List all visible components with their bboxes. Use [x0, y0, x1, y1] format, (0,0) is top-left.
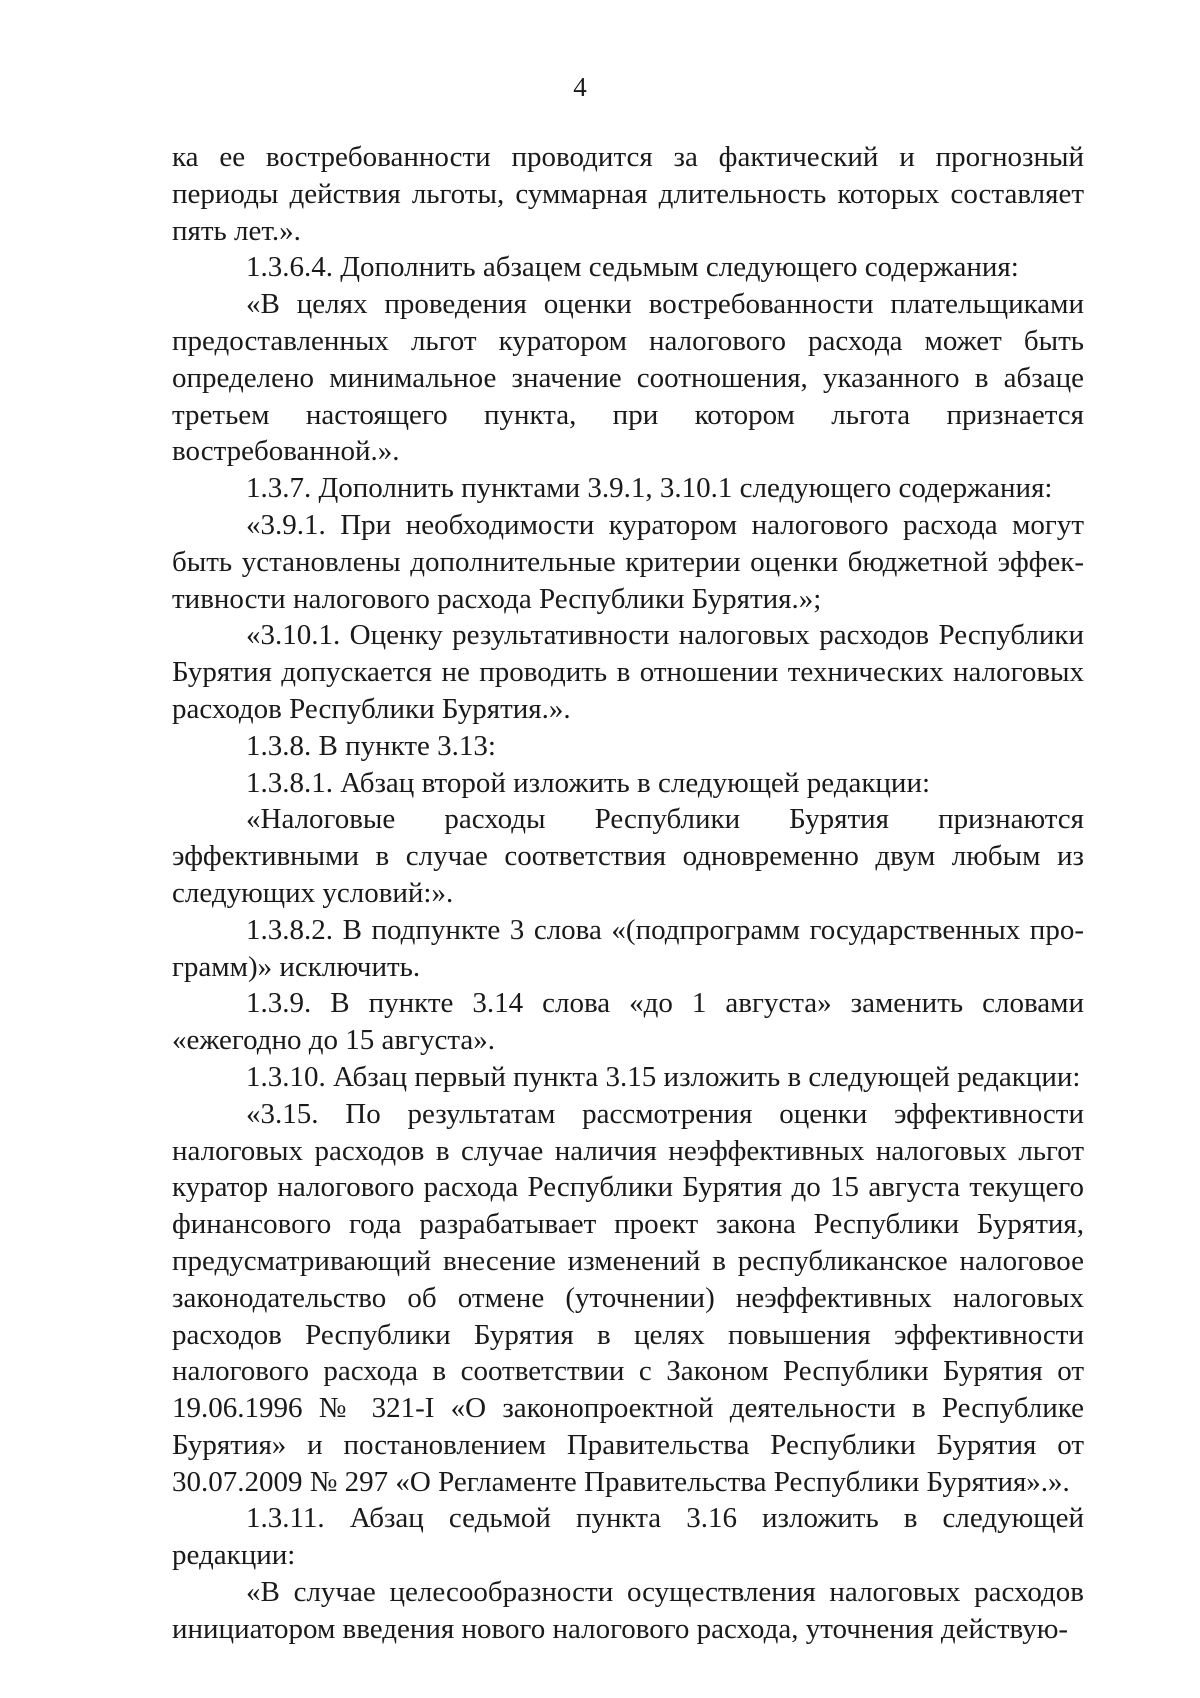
paragraph-1-3-10: 1.3.10. Абзац первый пункта 3.15 изложить в следующей редакции: [246, 1060, 1081, 1093]
document-body [172, 139, 1084, 1648]
paragraph-1-3-11: 1.3.11. Абзац седьмой пункта 3.16 изложить в следующей редакции: [172, 1502, 1084, 1572]
paragraph-quote-3-15: «3.15. По результатам рассмотрения оценки эффективности налоговых расходов в случае наличия неэффективных налоговых льгот куратор налогового расхода Республики Бурятия до 15 августа текущего финансового года разрабатывает проект закона Республики Бурятия, предусматривающий внесение изменений в республиканское налоговое законодательство об отмене (уточнении) неэффективных налоговых расходов Республики Бурятия в целях повышения эффективности налогового расхода в соответствии с Законом Республики Бурятия от 19.06.1996 № 321-I «О законопроектной деятельности в Республике Бурятия» и постановлением Правительства Республики Бурятия от 30.07.2009 № 297 «О Регламенте Правительства Республики Бурятия».». [172, 1097, 1084, 1498]
paragraph-1-3-7: 1.3.7. Дополнить пунктами 3.9.1, 3.10.1 следующего содержания: [246, 472, 1053, 505]
paragraph-1-3-8-2: 1.3.8.2. В подпункте 3 слова «(подпрограмм государственных программ)» исключить. [172, 913, 1084, 983]
paragraph-quote-demand-assessment: «В целях проведения оценки востребованности плательщиками предоставленных льгот куратором налогового расхода может быть определено минимальное значение соотношения, указанного в абзаце третьем настоящего пункта, при котором льгота признается востребованной.». [172, 288, 1084, 468]
paragraph-continued: ка ее востребованности проводится за фактический и прогнозный периоды действия льготы, суммарная длительность которых составляет пять лет.». [172, 141, 1084, 247]
paragraph-quote-3-9-1: «3.9.1. При необходимости куратором налогового расхода могут быть установлены дополнительные критерии оценки бюджетной эффективности налогового расхода Республики Бурятия.»; [172, 508, 1084, 615]
paragraph-1-3-8-1: 1.3.8.1. Абзац второй изложить в следующей редакции: [246, 766, 931, 799]
page-number: 4 [573, 72, 587, 102]
paragraph-1-3-6-4: 1.3.6.4. Дополнить абзацем седьмым следующего содержания: [246, 251, 1019, 284]
paragraph-1-3-9: 1.3.9. В пункте 3.14 слова «до 1 августа» заменить словами «ежегодно до 15 августа». [172, 987, 1084, 1057]
paragraph-quote-effective-expenses: «Налоговые расходы Республики Бурятия признаются эффективными в случае соответствия одновременно двум любым из следующих условий:». [172, 803, 1084, 909]
paragraph-quote-expediency: «В случае целесообразности осуществления налоговых расходов инициатором введения нового налогового расхода, уточнения действую- [172, 1576, 1084, 1645]
paragraph-quote-3-10-1: «3.10.1. Оценку результативности налоговых расходов Республики Бурятия допускается не проводить в отношении технических налоговых расходов Республики Бурятия.». [172, 619, 1084, 725]
paragraph-1-3-8: 1.3.8. В пункте 3.13: [246, 729, 496, 762]
